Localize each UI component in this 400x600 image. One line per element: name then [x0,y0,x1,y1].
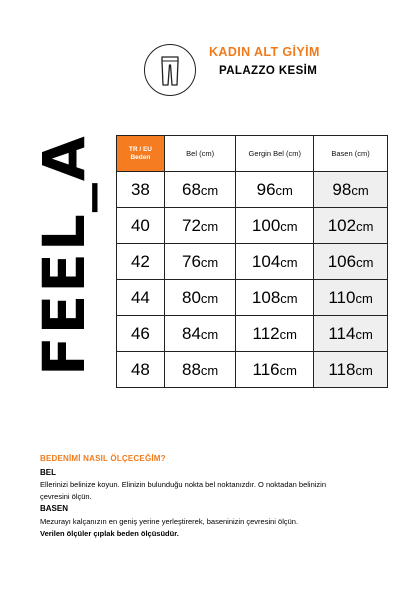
table-row [117,316,388,352]
cell-basen: 102cm [314,208,388,244]
bel-heading: BEL [40,468,56,477]
unit-label: cm [280,254,298,270]
cell-bel: 80cm [164,280,236,316]
unit-label: cm [356,254,374,270]
unit-label: cm [280,290,298,306]
header-size: TR / EU Beden [117,136,165,172]
unit-label: cm [355,362,373,378]
basen-text: Mezurayı kalçanızın en geniş yerine yerleştirerek, baseninizin çevresini ölçün. [40,517,299,526]
bel-text-line1: Ellerinizi belinize koyun. Elinizin bulunduğu nokta bel noktanızdır. O noktadan belinizin [40,480,327,489]
table-row [117,208,388,244]
cell-size: 48 [117,352,165,388]
unit-label: cm [200,182,219,198]
cell-size: 44 [117,280,165,316]
cell-size: 42 [117,244,165,280]
unit-label: cm [279,362,297,378]
cell-size: 38 [117,172,165,208]
cell-size: 40 [117,208,165,244]
unit-label: cm [200,254,219,270]
unit-label: cm [200,218,219,234]
cell-bel: 84cm [164,316,236,352]
bel-text-line2: çevresini ölçün. [40,492,92,501]
cell-bel: 68cm [164,172,236,208]
unit-label: cm [280,218,298,234]
cell-gergin-bel: 108cm [236,280,314,316]
category-title: KADIN ALT GİYİM [209,45,320,59]
unit-label: cm [200,290,219,306]
cell-bel: 88cm [164,352,236,388]
unit-label: cm [356,218,374,234]
cell-size: 46 [117,316,165,352]
table-row [117,244,388,280]
header-basen: Basen (cm) [314,136,388,172]
brand-logo: FEEL_A [30,134,98,376]
table-header-row [117,136,388,172]
unit-label: cm [200,362,219,378]
cell-basen: 110cm [314,280,388,316]
guide-title: BEDENİMİ NASIL ÖLÇECEĞİM? [40,454,166,463]
cell-gergin-bel: 116cm [236,352,314,388]
unit-label: cm [275,182,293,198]
pants-icon-badge [144,44,196,96]
cell-bel: 72cm [164,208,236,244]
header-gergin-bel: Gergin Bel (cm) [236,136,314,172]
header-bel: Bel (cm) [164,136,236,172]
table-row [117,352,388,388]
cell-basen: 98cm [314,172,388,208]
measure-note: Verilen ölçüler çıplak beden ölçüsüdür. [40,529,179,538]
table-row [117,172,388,208]
cell-bel: 76cm [164,244,236,280]
basen-heading: BASEN [40,504,69,513]
cell-gergin-bel: 112cm [236,316,314,352]
unit-label: cm [355,326,373,342]
fit-subtitle: PALAZZO KESİM [219,65,318,77]
unit-label: cm [351,182,369,198]
cell-gergin-bel: 104cm [236,244,314,280]
cell-basen: 118cm [314,352,388,388]
cell-basen: 114cm [314,316,388,352]
unit-label: cm [200,326,219,342]
pants-icon [145,45,195,95]
unit-label: cm [355,290,373,306]
unit-label: cm [279,326,297,342]
cell-gergin-bel: 100cm [236,208,314,244]
size-chart-table [116,135,388,388]
cell-gergin-bel: 96cm [236,172,314,208]
cell-basen: 106cm [314,244,388,280]
table-row [117,280,388,316]
